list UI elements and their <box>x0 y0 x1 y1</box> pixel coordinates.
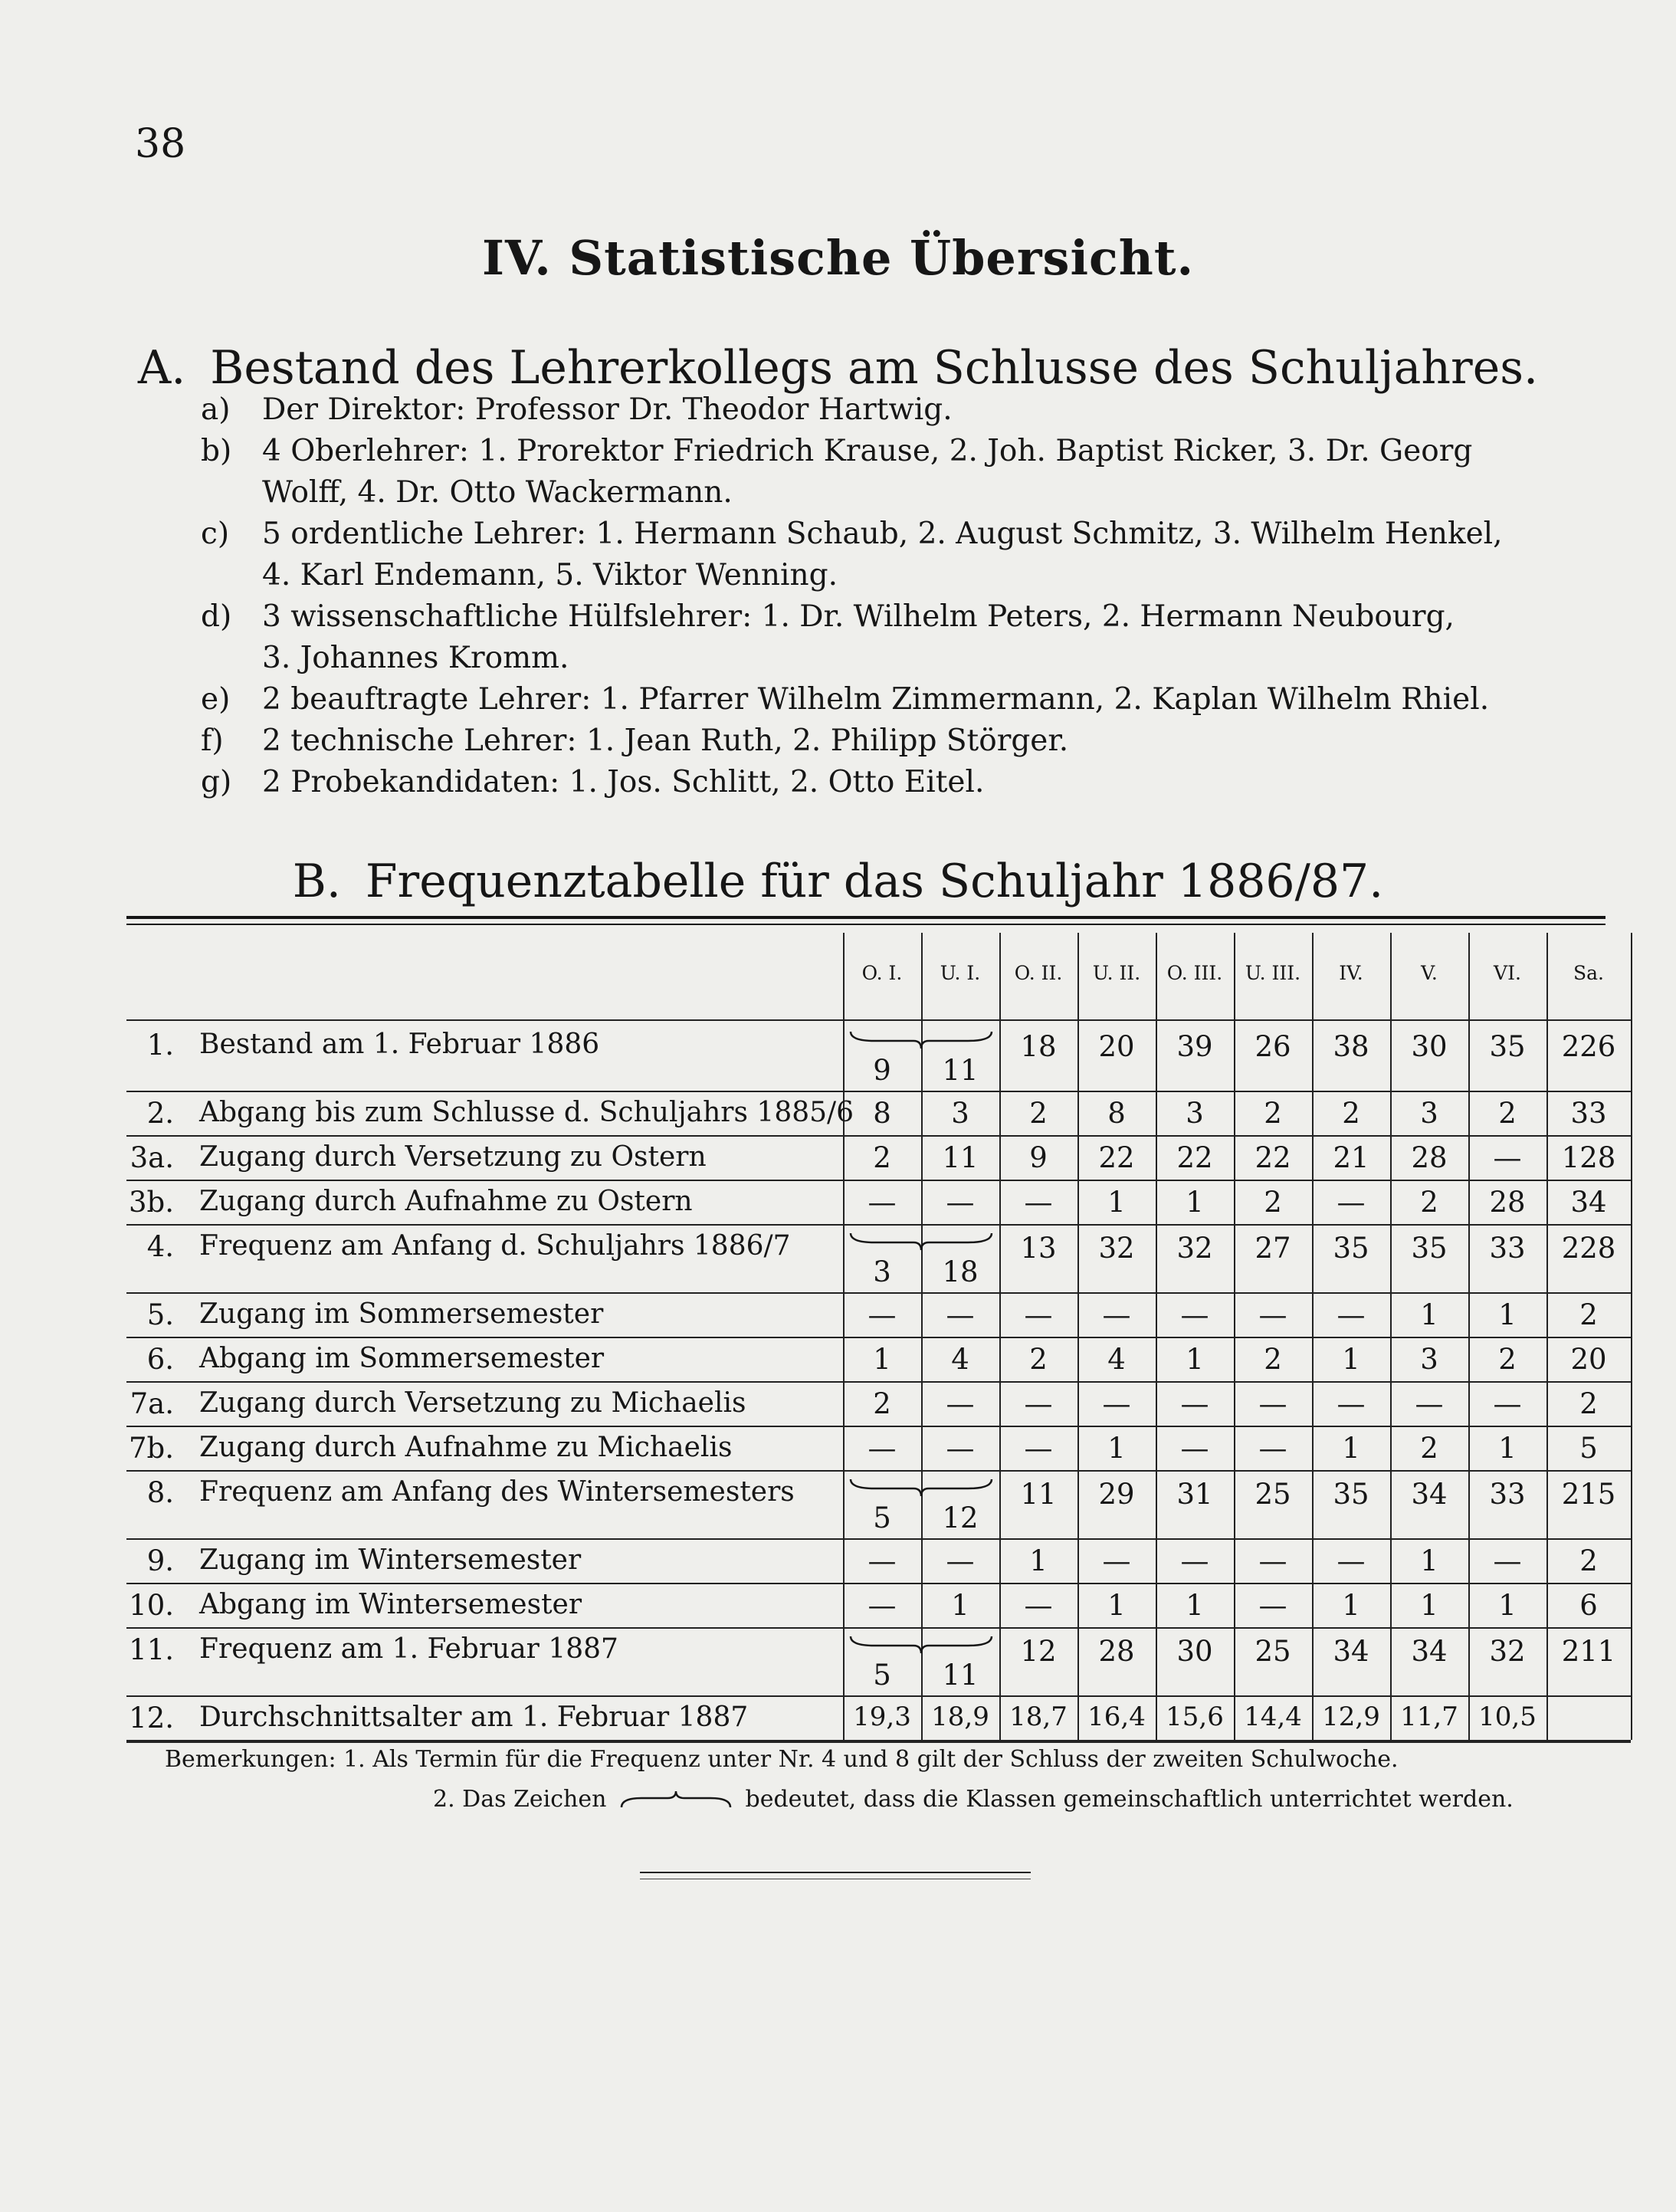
table-cell: 5 <box>1579 1432 1598 1465</box>
table-row-number: 8. <box>146 1476 174 1510</box>
row-rule <box>126 1135 1631 1137</box>
column-header: VI. <box>1494 962 1521 984</box>
staff-entry-label: d) <box>201 599 232 634</box>
table-cell: 31 <box>1176 1478 1213 1511</box>
note-2 <box>433 1786 1514 1813</box>
table-cell: — <box>946 1186 975 1219</box>
table-cell: — <box>1180 1544 1209 1578</box>
table-cell: 3 <box>873 1255 891 1288</box>
table-cell: 33 <box>1489 1232 1526 1265</box>
page-number: 38 <box>135 121 186 167</box>
table-cell: 1 <box>1342 1343 1360 1376</box>
table-cell: 1 <box>1186 1186 1204 1219</box>
note-2-suffix: bedeutet, dass die Klassen gemeinschaftlich unterrichtet werden. <box>745 1786 1514 1813</box>
table-cell: 8 <box>1107 1096 1126 1130</box>
column-divider <box>1631 933 1632 1740</box>
table-cell: 1 <box>1029 1544 1048 1578</box>
table-cell: 128 <box>1561 1140 1616 1174</box>
staff-entry-label: e) <box>201 682 231 717</box>
table-cell: 1 <box>1420 1298 1438 1331</box>
table-cell: 34 <box>1333 1635 1369 1669</box>
row-rule <box>126 1740 1631 1743</box>
table-cell: 1 <box>1420 1544 1438 1578</box>
table-cell: 14,4 <box>1244 1702 1302 1732</box>
table-cell: 1 <box>1420 1589 1438 1623</box>
column-header: U. II. <box>1092 962 1141 984</box>
table-cell: 6 <box>1579 1589 1598 1623</box>
table-cell: 11 <box>942 1053 979 1087</box>
table-cell: 16,4 <box>1087 1702 1146 1732</box>
table-cell: 34 <box>1570 1186 1607 1219</box>
table-cell: 12,9 <box>1322 1702 1380 1732</box>
table-cell: 22 <box>1255 1140 1291 1174</box>
table-cell: 4 <box>951 1343 969 1376</box>
table-cell: — <box>1493 1140 1522 1174</box>
table-cell: — <box>1258 1432 1287 1465</box>
table-cell: 22 <box>1098 1140 1135 1174</box>
table-cell: — <box>1415 1387 1444 1421</box>
section-a-title: Bestand des Lehrerkollegs am Schlusse des Schuljahres. <box>210 341 1539 395</box>
row-rule <box>126 1292 1631 1294</box>
table-cell: — <box>946 1544 975 1578</box>
staff-entry-line1: Der Direktor: Professor Dr. Theodor Hartwig. <box>262 392 953 427</box>
table-cell: — <box>946 1387 975 1421</box>
table-row-label: Frequenz am Anfang d. Schuljahrs 1886/7 <box>199 1230 791 1262</box>
staff-entry-line1: 2 technische Lehrer: 1. Jean Ruth, 2. Philipp Störger. <box>262 724 1069 758</box>
table-cell: 2 <box>1420 1186 1438 1219</box>
table-cell: — <box>868 1186 897 1219</box>
table-cell: — <box>1258 1589 1287 1623</box>
table-cell: — <box>1180 1387 1209 1421</box>
staff-entry-line1: 4 Oberlehrer: 1. Prorektor Friedrich Krause, 2. Joh. Baptist Ricker, 3. Dr. Georg <box>262 434 1473 468</box>
table-cell: 3 <box>951 1096 969 1130</box>
table-cell: 5 <box>873 1501 891 1534</box>
table-top-rule <box>126 916 1605 919</box>
table-cell: 1 <box>873 1343 891 1376</box>
table-row-number: 9. <box>146 1544 174 1578</box>
table-cell: 32 <box>1098 1232 1135 1265</box>
table-cell: — <box>1258 1544 1287 1578</box>
row-rule <box>126 1695 1631 1697</box>
staff-entry <box>201 599 1619 682</box>
table-cell: — <box>946 1432 975 1465</box>
table-cell: — <box>1258 1298 1287 1331</box>
column-header: U. III. <box>1245 962 1301 984</box>
table-row-label: Zugang durch Aufnahme zu Michaelis <box>199 1432 733 1464</box>
table-cell: 1 <box>1186 1343 1204 1376</box>
main-title: IV. Statistische Übersicht. <box>481 230 1195 286</box>
table-row-label: Zugang im Wintersemester <box>199 1544 582 1577</box>
header-rule <box>126 1019 1631 1021</box>
table-cell: 3 <box>1186 1096 1204 1130</box>
table-cell: 4 <box>1107 1343 1126 1376</box>
staff-entry-label: g) <box>201 765 232 799</box>
staff-entry-line1: 2 beauftragte Lehrer: 1. Pfarrer Wilhelm Zimmermann, 2. Kaplan Wilhelm Rhiel. <box>262 682 1490 717</box>
class-brace-icon <box>849 1476 993 1499</box>
column-header: O. I. <box>861 962 903 984</box>
section-a-letter: A. <box>137 341 186 395</box>
table-cell: — <box>1493 1387 1522 1421</box>
column-header: O. II. <box>1014 962 1063 984</box>
brace-symbol-icon <box>618 1789 733 1812</box>
section-a-heading <box>0 341 1676 395</box>
table-cell: 15,6 <box>1166 1702 1224 1732</box>
table-cell: 38 <box>1333 1030 1369 1063</box>
table-row-number: 3b. <box>129 1186 174 1219</box>
table-cell: 27 <box>1255 1232 1291 1265</box>
table-cell: 5 <box>873 1658 891 1692</box>
table-cell: 19,3 <box>853 1702 911 1732</box>
table-cell: 34 <box>1411 1635 1448 1669</box>
row-rule <box>126 1470 1631 1472</box>
table-cell: — <box>1258 1387 1287 1421</box>
column-header: IV. <box>1339 962 1363 984</box>
table-cell: 2 <box>873 1140 891 1174</box>
table-cell: — <box>1337 1186 1366 1219</box>
table-cell: 25 <box>1255 1478 1291 1511</box>
table-cell: 25 <box>1255 1635 1291 1669</box>
table-cell: — <box>1024 1298 1053 1331</box>
table-cell: 215 <box>1561 1478 1616 1511</box>
table-cell: 8 <box>873 1096 891 1130</box>
row-rule <box>126 1224 1631 1226</box>
table-cell: — <box>1180 1298 1209 1331</box>
table-cell: 2 <box>1029 1096 1048 1130</box>
table-cell: 2 <box>873 1387 891 1421</box>
table-cell: 1 <box>1498 1432 1517 1465</box>
table-cell: 28 <box>1098 1635 1135 1669</box>
table-cell: 12 <box>942 1501 979 1534</box>
staff-entry <box>201 765 1619 806</box>
table-cell: 9 <box>873 1053 891 1087</box>
table-cell: 22 <box>1176 1140 1213 1174</box>
table-cell: 35 <box>1333 1478 1369 1511</box>
staff-entry-label: f) <box>201 724 224 758</box>
table-cell: 35 <box>1411 1232 1448 1265</box>
table-row-number: 1. <box>146 1029 174 1062</box>
row-rule <box>126 1091 1631 1092</box>
table-cell: 211 <box>1561 1635 1616 1669</box>
staff-entry <box>201 517 1619 599</box>
table-cell: — <box>1337 1298 1366 1331</box>
table-cell: — <box>946 1298 975 1331</box>
class-brace-icon <box>849 1029 993 1052</box>
table-row-label: Zugang durch Versetzung zu Ostern <box>199 1140 707 1173</box>
staff-list <box>201 392 1619 806</box>
column-header: U. I. <box>940 962 981 984</box>
table-cell: 9 <box>1029 1140 1048 1174</box>
table-cell: 34 <box>1411 1478 1448 1511</box>
table-cell: 35 <box>1333 1232 1369 1265</box>
table-cell: 1 <box>1498 1298 1517 1331</box>
table-cell: 30 <box>1411 1030 1448 1063</box>
table-cell: 18 <box>942 1255 979 1288</box>
table-cell: — <box>1024 1432 1053 1465</box>
table-cell: 1 <box>1498 1589 1517 1623</box>
table-cell: — <box>868 1589 897 1623</box>
table-row-label: Zugang durch Aufnahme zu Ostern <box>199 1186 693 1218</box>
table-cell: 28 <box>1411 1140 1448 1174</box>
table-row-number: 7b. <box>129 1432 174 1465</box>
table-cell: — <box>868 1432 897 1465</box>
table-cell: 21 <box>1333 1140 1369 1174</box>
table-cell: 18,7 <box>1009 1702 1068 1732</box>
table-cell: 1 <box>1342 1432 1360 1465</box>
table-cell: 2 <box>1579 1387 1598 1421</box>
table-row-number: 2. <box>146 1096 174 1130</box>
table-cell: 2 <box>1264 1343 1282 1376</box>
table-cell: 11 <box>1020 1478 1057 1511</box>
table-cell: 1 <box>951 1589 969 1623</box>
table-row-number: 6. <box>146 1343 174 1376</box>
table-cell: 2 <box>1420 1432 1438 1465</box>
table-cell: 228 <box>1561 1232 1616 1265</box>
table-cell: 3 <box>1420 1343 1438 1376</box>
section-b-letter: B. <box>292 855 341 908</box>
table-cell: 226 <box>1561 1030 1616 1063</box>
table-cell: — <box>868 1544 897 1578</box>
table-cell: 1 <box>1186 1589 1204 1623</box>
staff-entry-label: a) <box>201 392 231 427</box>
row-rule <box>126 1583 1631 1584</box>
column-header: Sa. <box>1573 962 1604 984</box>
table-cell: — <box>1024 1186 1053 1219</box>
staff-entry <box>201 392 1619 434</box>
staff-entry-line1: 5 ordentliche Lehrer: 1. Hermann Schaub, 2. August Schmitz, 3. Wilhelm Henkel, <box>262 517 1503 551</box>
table-cell: 28 <box>1489 1186 1526 1219</box>
table-cell: 18 <box>1020 1030 1057 1063</box>
table-cell: 26 <box>1255 1030 1291 1063</box>
table-row-label: Bestand am 1. Februar 1886 <box>199 1029 600 1060</box>
table-cell: — <box>1102 1298 1131 1331</box>
table-cell: 2 <box>1498 1096 1517 1130</box>
table-cell: 2 <box>1264 1096 1282 1130</box>
table-cell: 33 <box>1570 1096 1607 1130</box>
row-rule <box>126 1337 1631 1338</box>
section-b-title: Frequenztabelle für das Schuljahr 1886/87. <box>365 855 1384 908</box>
table-cell: — <box>1180 1432 1209 1465</box>
staff-entry <box>201 682 1619 724</box>
table-cell: — <box>1337 1544 1366 1578</box>
table-cell: 32 <box>1176 1232 1213 1265</box>
table-cell: 1 <box>1107 1186 1126 1219</box>
table-cell: 1 <box>1342 1589 1360 1623</box>
table-cell: 2 <box>1029 1343 1048 1376</box>
staff-entry-line2: 4. Karl Endemann, 5. Viktor Wenning. <box>262 558 838 592</box>
table-row-label: Frequenz am 1. Februar 1887 <box>199 1633 618 1666</box>
table-row-label: Frequenz am Anfang des Wintersemesters <box>199 1476 795 1508</box>
table-cell: 2 <box>1342 1096 1360 1130</box>
staff-entry-line1: 2 Probekandidaten: 1. Jos. Schlitt, 2. Otto Eitel. <box>262 765 985 799</box>
decorative-rule <box>640 1872 1031 1873</box>
table-row-number: 12. <box>129 1702 174 1734</box>
note-2-prefix: 2. Das Zeichen <box>433 1786 607 1813</box>
table-cell: 35 <box>1489 1030 1526 1063</box>
table-cell: 11 <box>942 1658 979 1692</box>
table-row-number: 3a. <box>130 1140 174 1174</box>
table-cell: 2 <box>1579 1544 1598 1578</box>
column-header: O. III. <box>1166 962 1223 984</box>
table-cell: 13 <box>1020 1232 1057 1265</box>
staff-entry-line1: 3 wissenschaftliche Hülfslehrer: 1. Dr. Wilhelm Peters, 2. Hermann Neubourg, <box>262 599 1455 634</box>
staff-entry <box>201 724 1619 765</box>
staff-entry-line2: Wolff, 4. Dr. Otto Wackermann. <box>262 475 733 510</box>
table-cell: 30 <box>1176 1635 1213 1669</box>
table-cell: 2 <box>1264 1186 1282 1219</box>
table-cell: 11,7 <box>1400 1702 1458 1732</box>
table-cell: — <box>1337 1387 1366 1421</box>
staff-entry-line2: 3. Johannes Kromm. <box>262 641 569 675</box>
table-row-number: 11. <box>129 1633 174 1667</box>
table-cell: — <box>1024 1387 1053 1421</box>
table-cell: 18,9 <box>931 1702 989 1732</box>
table-cell: 29 <box>1098 1478 1135 1511</box>
table-top-rule-thin <box>126 924 1605 925</box>
class-brace-icon <box>849 1230 993 1253</box>
class-brace-icon <box>849 1633 993 1656</box>
table-row-label: Zugang durch Versetzung zu Michaelis <box>199 1387 746 1419</box>
section-b-heading <box>0 855 1676 908</box>
table-row-number: 7a. <box>130 1387 174 1421</box>
table-row-label: Durchschnittsalter am 1. Februar 1887 <box>199 1702 749 1733</box>
table-row-label: Zugang im Sommersemester <box>199 1298 604 1330</box>
table-row-number: 10. <box>129 1589 174 1623</box>
table-cell: 20 <box>1098 1030 1135 1063</box>
table-row-label: Abgang im Sommersemester <box>199 1343 605 1374</box>
table-cell: 11 <box>942 1140 979 1174</box>
table-row-label: Abgang bis zum Schlusse d. Schuljahrs 1885/6 <box>199 1096 854 1128</box>
table-cell: 33 <box>1489 1478 1526 1511</box>
staff-entry <box>201 434 1619 517</box>
note-1: Bemerkungen: 1. Als Termin für die Frequenz unter Nr. 4 und 8 gilt der Schluss der zweiten Schulwoche. <box>165 1746 1399 1773</box>
table-cell: 39 <box>1176 1030 1213 1063</box>
staff-entry-label: c) <box>201 517 230 551</box>
row-rule <box>126 1538 1631 1540</box>
table-cell: 2 <box>1579 1298 1598 1331</box>
table-cell: 20 <box>1570 1343 1607 1376</box>
column-header: V. <box>1421 962 1438 984</box>
table-cell: — <box>1102 1387 1131 1421</box>
table-cell: — <box>1493 1544 1522 1578</box>
table-cell: 1 <box>1107 1432 1126 1465</box>
table-cell: 12 <box>1020 1635 1057 1669</box>
table-cell: 32 <box>1489 1635 1526 1669</box>
table-cell: — <box>868 1298 897 1331</box>
table-row-number: 5. <box>146 1298 174 1331</box>
row-rule <box>126 1381 1631 1383</box>
row-rule <box>126 1180 1631 1181</box>
table-row-number: 4. <box>146 1230 174 1264</box>
staff-entry-label: b) <box>201 434 232 468</box>
table-cell: — <box>1024 1589 1053 1623</box>
table-cell: 2 <box>1498 1343 1517 1376</box>
table-cell: — <box>1102 1544 1131 1578</box>
table-row-label: Abgang im Wintersemester <box>199 1589 582 1621</box>
row-rule <box>126 1627 1631 1629</box>
table-cell: 10,5 <box>1478 1702 1537 1732</box>
row-rule <box>126 1426 1631 1427</box>
table-cell: 1 <box>1107 1589 1126 1623</box>
table-cell: 3 <box>1420 1096 1438 1130</box>
